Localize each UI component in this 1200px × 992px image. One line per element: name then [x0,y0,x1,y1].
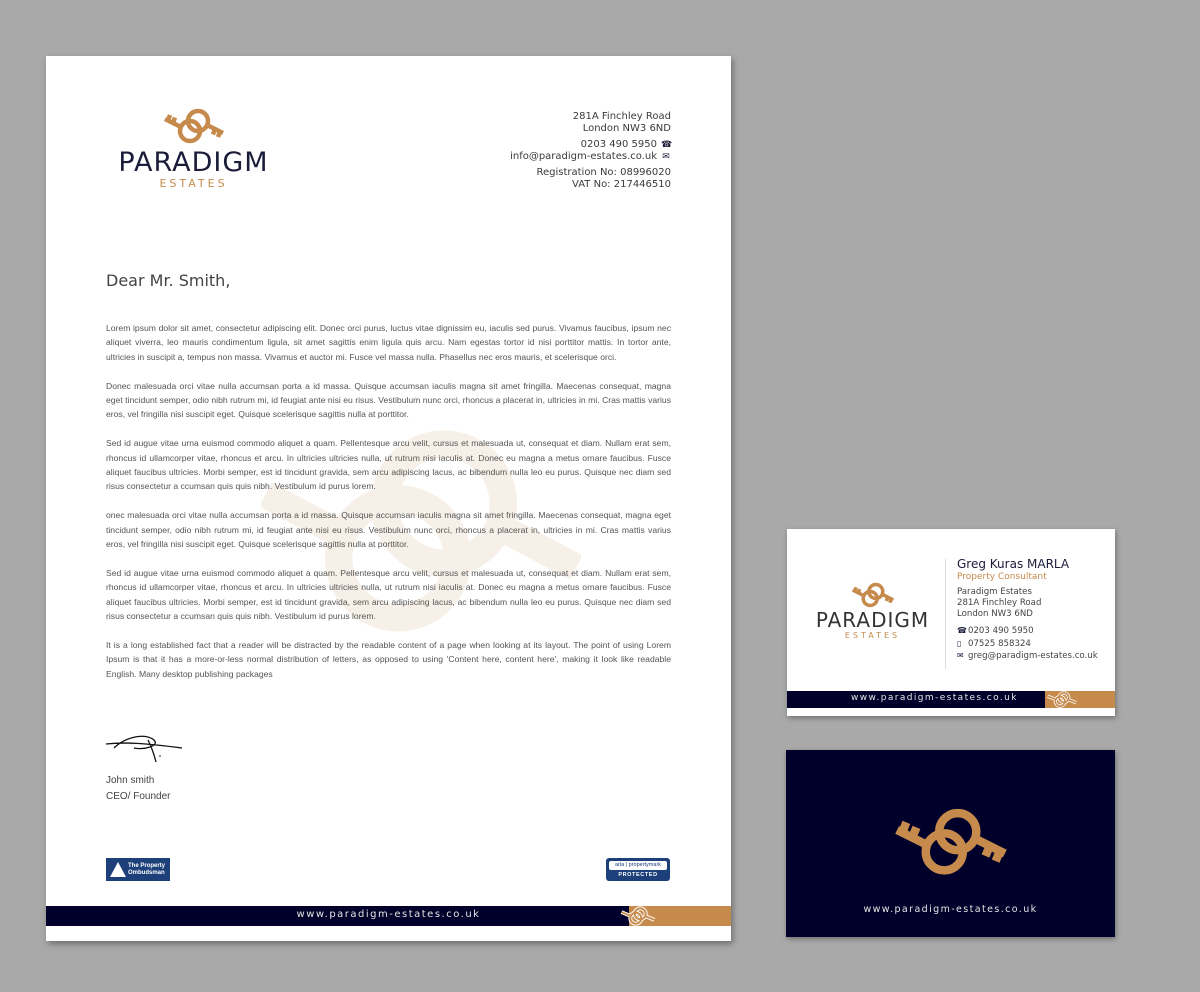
email-address[interactable]: info@paradigm-estates.co.uk [510,151,657,162]
card-address-line-2: London NW3 6ND [957,609,1033,619]
card-mobile: 07525 858324 [968,638,1031,649]
card-email-line[interactable] [957,650,1098,663]
paragraph: It is a long established fact that a reader will be distracted by the readable content of a page when looking at its layout. The point of using Lorem Ipsum is that it has a more-or-less normal distribution of letters, as opposed to using 'Content here, content here', making it look like readable English. Many desktop publishing packages [106,639,671,679]
card-address [957,587,1098,620]
card-phone: 0203 490 5950 [968,626,1034,636]
card-logo-subtitle: ESTATES [844,631,901,640]
keys-emblem-small-icon [1045,690,1079,709]
person-name: Greg Kuras MARLA [957,557,1070,571]
business-card-front [787,529,1115,716]
website-link[interactable]: www.paradigm-estates.co.uk [296,909,481,920]
ombudsman-label-1: The Property [128,863,166,869]
card-address-line-1: 281A Finchley Road [957,598,1042,608]
arla-propertymark-badge [606,858,670,881]
registration-number: Registration No: 08996020 [536,167,671,178]
address-line-1: 281A Finchley Road [572,111,671,122]
letter-body [106,321,671,695]
phone-icon: ☎ [957,626,967,635]
keys-emblem-icon [892,803,1010,883]
letterhead-footer-bar [46,906,731,926]
card-phone-line [957,625,1098,638]
card-email[interactable]: greg@paradigm-estates.co.uk [968,651,1098,661]
card-divider [945,559,946,669]
keys-emblem-icon [848,581,898,609]
person-role: Property Consultant [957,572,1047,582]
email-line[interactable] [510,151,671,163]
paragraph: Sed id augue vitae urna euismod commodo aliquet a quam. Pellentesque arcu velit, cursus et malesuada ut, consequat et diam. Nullam erat sem, rhoncus id ullamcorper vitae, rhoncus et arcu. In ultricies ultricies nulla, ut rutrum nisi iaculis at. Donec eu magna a metus ornare faucibus. Fusce aliquet faucibus ultricies. Morbi semper, est id tincidunt gravida, sem arcu adipiscing lacus, ac bibendum nulla leo eu purus. Quisque nec diam sed risus consectetur a ccumsan quis quis nibh. Vestibulum id purus lorem. [106,438,671,492]
paragraph: Lorem ipsum dolor sit amet, consectetur adipiscing elit. Donec orci purus, luctus vitae dignissim eu, iaculis sed purus. Vivamus faucibus, ipsum nec aliquet viverra, leo mauris condimentum ligula, sit amet sagittis enim ligula quis arcu. Nam egestas tortor id nisi porttitor mattis. In tortor ante, ultricies in suscipit a, tempus non massa. Vivamus et auctor mi. Fusce vel massa nulla. Phasellus nec eros mauris, et scelerisque orci. [106,323,671,362]
signature-icon [104,730,184,771]
card-back-website-link[interactable]: www.paradigm-estates.co.uk [863,904,1038,915]
card-website-link[interactable]: www.paradigm-estates.co.uk [851,693,1018,703]
property-ombudsman-badge [106,858,170,881]
card-contact-info [957,557,1098,663]
envelope-icon: ✉ [662,152,670,162]
envelope-icon: ✉ [957,651,964,660]
keys-emblem-icon [159,106,229,146]
card-mobile-line [957,638,1098,651]
paradigm-logo [106,106,281,190]
signer-name: John smith [106,775,155,786]
logo-wordmark: PARADIGM [118,147,269,178]
protected-label: PROTECTED [618,872,658,878]
phone-line [510,139,671,151]
mobile-phone-icon: ▯ [957,638,962,648]
address-line-2: London NW3 6ND [582,123,671,134]
card-logo-wordmark: PARADIGM [815,608,930,632]
salutation: Dear Mr. Smith, [106,271,231,290]
business-card-back [786,750,1115,937]
letterhead-contact-block [510,111,671,191]
keys-emblem-small-icon [618,905,658,927]
company-name: Paradigm Estates [957,587,1032,597]
letterhead-page [46,56,731,941]
paragraph: Donec malesuada orci vitae nulla accumsan porta a id massa. Quisque accumsan iaculis magna sit amet fringilla. Maecenas consequat, magna eget tincidunt semper, odio nibh rutrum mi, id feugiat ante nisi eu risus. Vestibulum nunc orci, rhoncus a placerat in, ultricies in mi. Cras mattis varius eros, vel fringilla nisi suscipit eget. Quisque scelerisque sagittis nulla at porttitor. [106,380,671,420]
phone-number: 0203 490 5950 [580,139,657,150]
ombudsman-label-2: Ombudsman [128,870,165,876]
phone-icon: ☎ [661,140,673,150]
vat-number: VAT No: 217446510 [572,179,671,190]
logo-subtitle: ESTATES [159,177,228,190]
ombudsman-triangle-icon [110,862,126,877]
arla-label: arla | propertymark [609,861,667,870]
card-logo [805,581,940,640]
paragraph: Sed id augue vitae urna euismod commodo aliquet a quam. Pellentesque arcu velit, cursus et malesuada ut, consequat et diam. Nullam erat sem, rhoncus id ullamcorper vitae, rhoncus et arcu. In ultricies ultricies nulla, ut rutrum nisi iaculis at. Donec eu magna a metus ornare faucibus. Fusce aliquet faucibus ultricies. Morbi semper, est id tincidunt gravida, sem arcu adipiscing lacus, ac bibendum nulla leo eu purus. Quisque nec diam sed risus consectetur a ccumsan quis quis nibh. Vestibulum id purus lorem. [106,567,671,622]
signer-block [106,773,170,805]
signer-title: CEO/ Founder [106,791,171,802]
card-footer-bar [787,691,1115,708]
card-contact-lines [957,625,1098,663]
paragraph: onec malesuada orci vitae nulla accumsan porta a id massa. Quisque accumsan iaculis magna sit amet fringilla. Maecenas consequat, magna eget tincidunt semper, odio nibh rutrum mi, id feugiat ante nisi eu risus. Vestibulum nunc orci, rhoncus a placerat in, ultricies in mi. Cras mattis varius eros, vel fringilla nisi suscipit eget. Quisque scelerisque sagittis nulla at porttitor. [106,510,671,550]
